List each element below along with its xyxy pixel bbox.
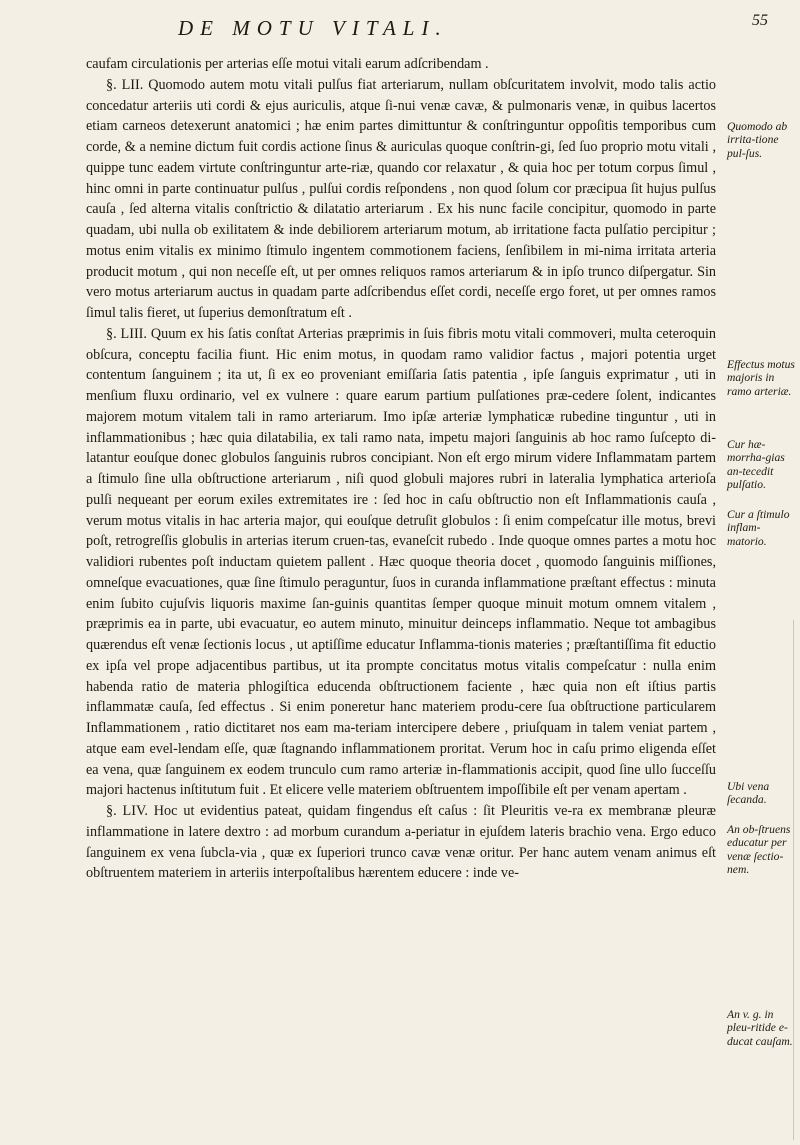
margin-note-obstruens: An ob-ſtruens educatur per venæ ſectio-nem. [727, 823, 791, 877]
body-text [86, 54, 716, 884]
paragraph-continuation: caufam circulationis per arterias eſſe motui vitali earum adſcribendam . [86, 56, 489, 72]
page-number: 55 [752, 12, 768, 29]
margin-note-vena: Ubi vena ſecanda. [727, 780, 770, 807]
margin-note-pleuritide: An v. g. in pleu-ritide e-ducat cauſam. [727, 1008, 793, 1048]
paragraph-52: §. LII. Quomodo autem motu vitali pulſus fiat arteriarum, nullam obſcuritatem involvit, modo talis actio concedatur arteriis uti cordi & ejus auriculis, atque ſi-nui venæ cavæ, & pulmonaris venæ, in quibus lacertos etiam carneos detexerunt anatomici ; hæ enim partes dimittuntur & conſtringuntur oppoſitis temporibus cum corde, & a nemine dictum fuit cordis actione ſinus & auriculas quoque conſtrin-gi, ſed ſuo proprio motu vitali , quippe tunc eadem virtute conſtringuntur arte-riæ, quando cor relaxatur , & quia hoc per totum corpus ſimul , hinc omni in parte continuatur pulſus , pulſui cordis reſpondens , non quod ſolum cor præcipua ſit hujus pulſus cauſa , ſed alterna vitalis conſtrictio & dilatatio arteriarum . Ex his nunc facile concipitur, quomodo in parte quadam, ubi nulla ob exilitatem & inde debiliorem arteriarum motum, ab irritatione facta pulſatio percipitur ; motus enim vitalis ex minimo ſtimulo ingentem commotionem faciens, ſenſibilem in mi-nima irritata arteria producit motum , qui non neceſſe eſt, ut per omnes reliquos ramos arteriarum & in ipſo trunco diſpergatur. Sin vero motus arteriarum auctus in quadam parte adſcribendus eſſet cordi, neceſſe ergo foret, ut per omnes ramos ſimul talis fieret, ut ſuperius demonſtratum eſt . [86, 76, 716, 321]
paragraph-54: §. LIV. Hoc ut evidentius pateat, quidam fingendus eſt caſus : ſit Pleuritis ve-ra ex membranæ pleuræ inflammatione in latere dextro : ad morbum curandum a-periatur in ejuſdem lateris brachio vena. Ergo educo ſanguinem ex vena ſubcla-via , quæ ex ſuperiori trunco cavæ venæ oritur. Per hanc autem venam animus eſt obſtruentem materiem in arteriis interpoſtalibus hærentem educere : inde ve- [86, 803, 716, 882]
paragraph-53: §. LIII. Quum ex his ſatis conſtat Arterias præprimis in ſuis fibris motu vitali commoveri, multa ceteroquin obſcura, conceptu facilia fiunt. Hic enim motus, in quodam ramo validior factus , majori potentia urget contentum ſanguinem ; ita ut, ſi ex eo proveniant emiſſaria ſatis patentia , ipſe ſanguis exprimatur , uti in menſium fluxu ordinario, vel ex vulnere : quare earum partium pulſationes præ-cedere ſolent, indicantes majorem motum vitalem tali in ramo arteriarum. Imo ipſæ arteriæ lymphaticæ rubedine tinguntur , uti in inflammationibus ; hæc quia dilatabilia, ex tali ramo nata, impetu majori ſanguinis ab hoc ramo ſuſcepto di-latantur eouſque donec globulos ſanguinis rubros concipiant. Non eſt ergo mirum videre Inflammatam partem a ſtimulo ſine ulla obſtructione arteriarum , niſi quod globuli majores rubri in lateralia lymphatica arterioſa pulſi nequeant per eorum exiles extremitates ire : ſed hoc in caſu obſtructio non eſt Inflammationis cauſa , verum motus vitalis in hac arteria major, qui eouſque detruſit globulos : ſi enim compeſcatur ille motus, brevi poſt, retrogreſſis globulis in arterias iterum cruen-tas, evaneſcit rubedo . Inde quoque omnes partes a motu hoc validiori rubentes poſt inductam quietem pallent . Hæc quoque theoria docet , quomodo ſanguinis miſſiones, omneſque evacuationes, quæ ſine ſtimulo peraguntur, ſuos in curanda inflammatione præſtant effectus : minuta enim ſubito cujuſvis liquoris maxime ſan-guinis quantitas ſemper quoque minuit motum omnem vitalem , præprimis ea in parte, ubi evacuatur, eo autem minuto, minuitur deinceps inflammatio. Neque tot ambagibus quærendus eſt venæ ſectionis locus , ut aptiſſime educatur Inflamma-tionis materies ; præſtantiſſima fit eductio ex ipſa vel prope adjacentibus partibus, ut ita prompte concitatus motus vitalis compeſcatur : nulla enim habenda ratio de materia phlogiſtica educenda obſtructionem faciente , hæc quia non eſt iſtius partis inflammatæ cauſa, ſed effectus . Si enim poneretur hanc materiem produ-cere ſua obſtructione particularem Inflammationem , ratio dictitaret nos eam ma-teriam intercipere debere , priuſquam in talem veniat partem , atque eam evel-lendam eſſe, quæ ſtagnando inflammationem proritat. Verum hoc in caſu primo eligenda eſſet ea vena, quæ ſanguinem ex eodem trunculo cum ramo arteriæ in-flammationis accipit, quod ſine ullo ſucceſſu majori hactenus inſtitutum fuit . Et elicere velle materiem obſtruentem impoſſibile eſt per venam apertam . [86, 325, 716, 799]
running-head [0, 12, 800, 46]
margin-note-stimulo: Cur a ſtimulo inflam-matorio. [727, 508, 790, 548]
running-title: DE MOTU VITALI. [178, 16, 448, 40]
gutter-line [793, 620, 794, 1140]
margin-note-effectus: Effectus motus majoris in ramo arteriæ. [727, 358, 795, 398]
margin-note-quomodo: Quomodo ab irrita-tione pul-ſus. [727, 120, 788, 160]
margin-note-haemorrhagias: Cur hæ-morrha-gias an-tecedit pulſatio. [727, 438, 785, 492]
